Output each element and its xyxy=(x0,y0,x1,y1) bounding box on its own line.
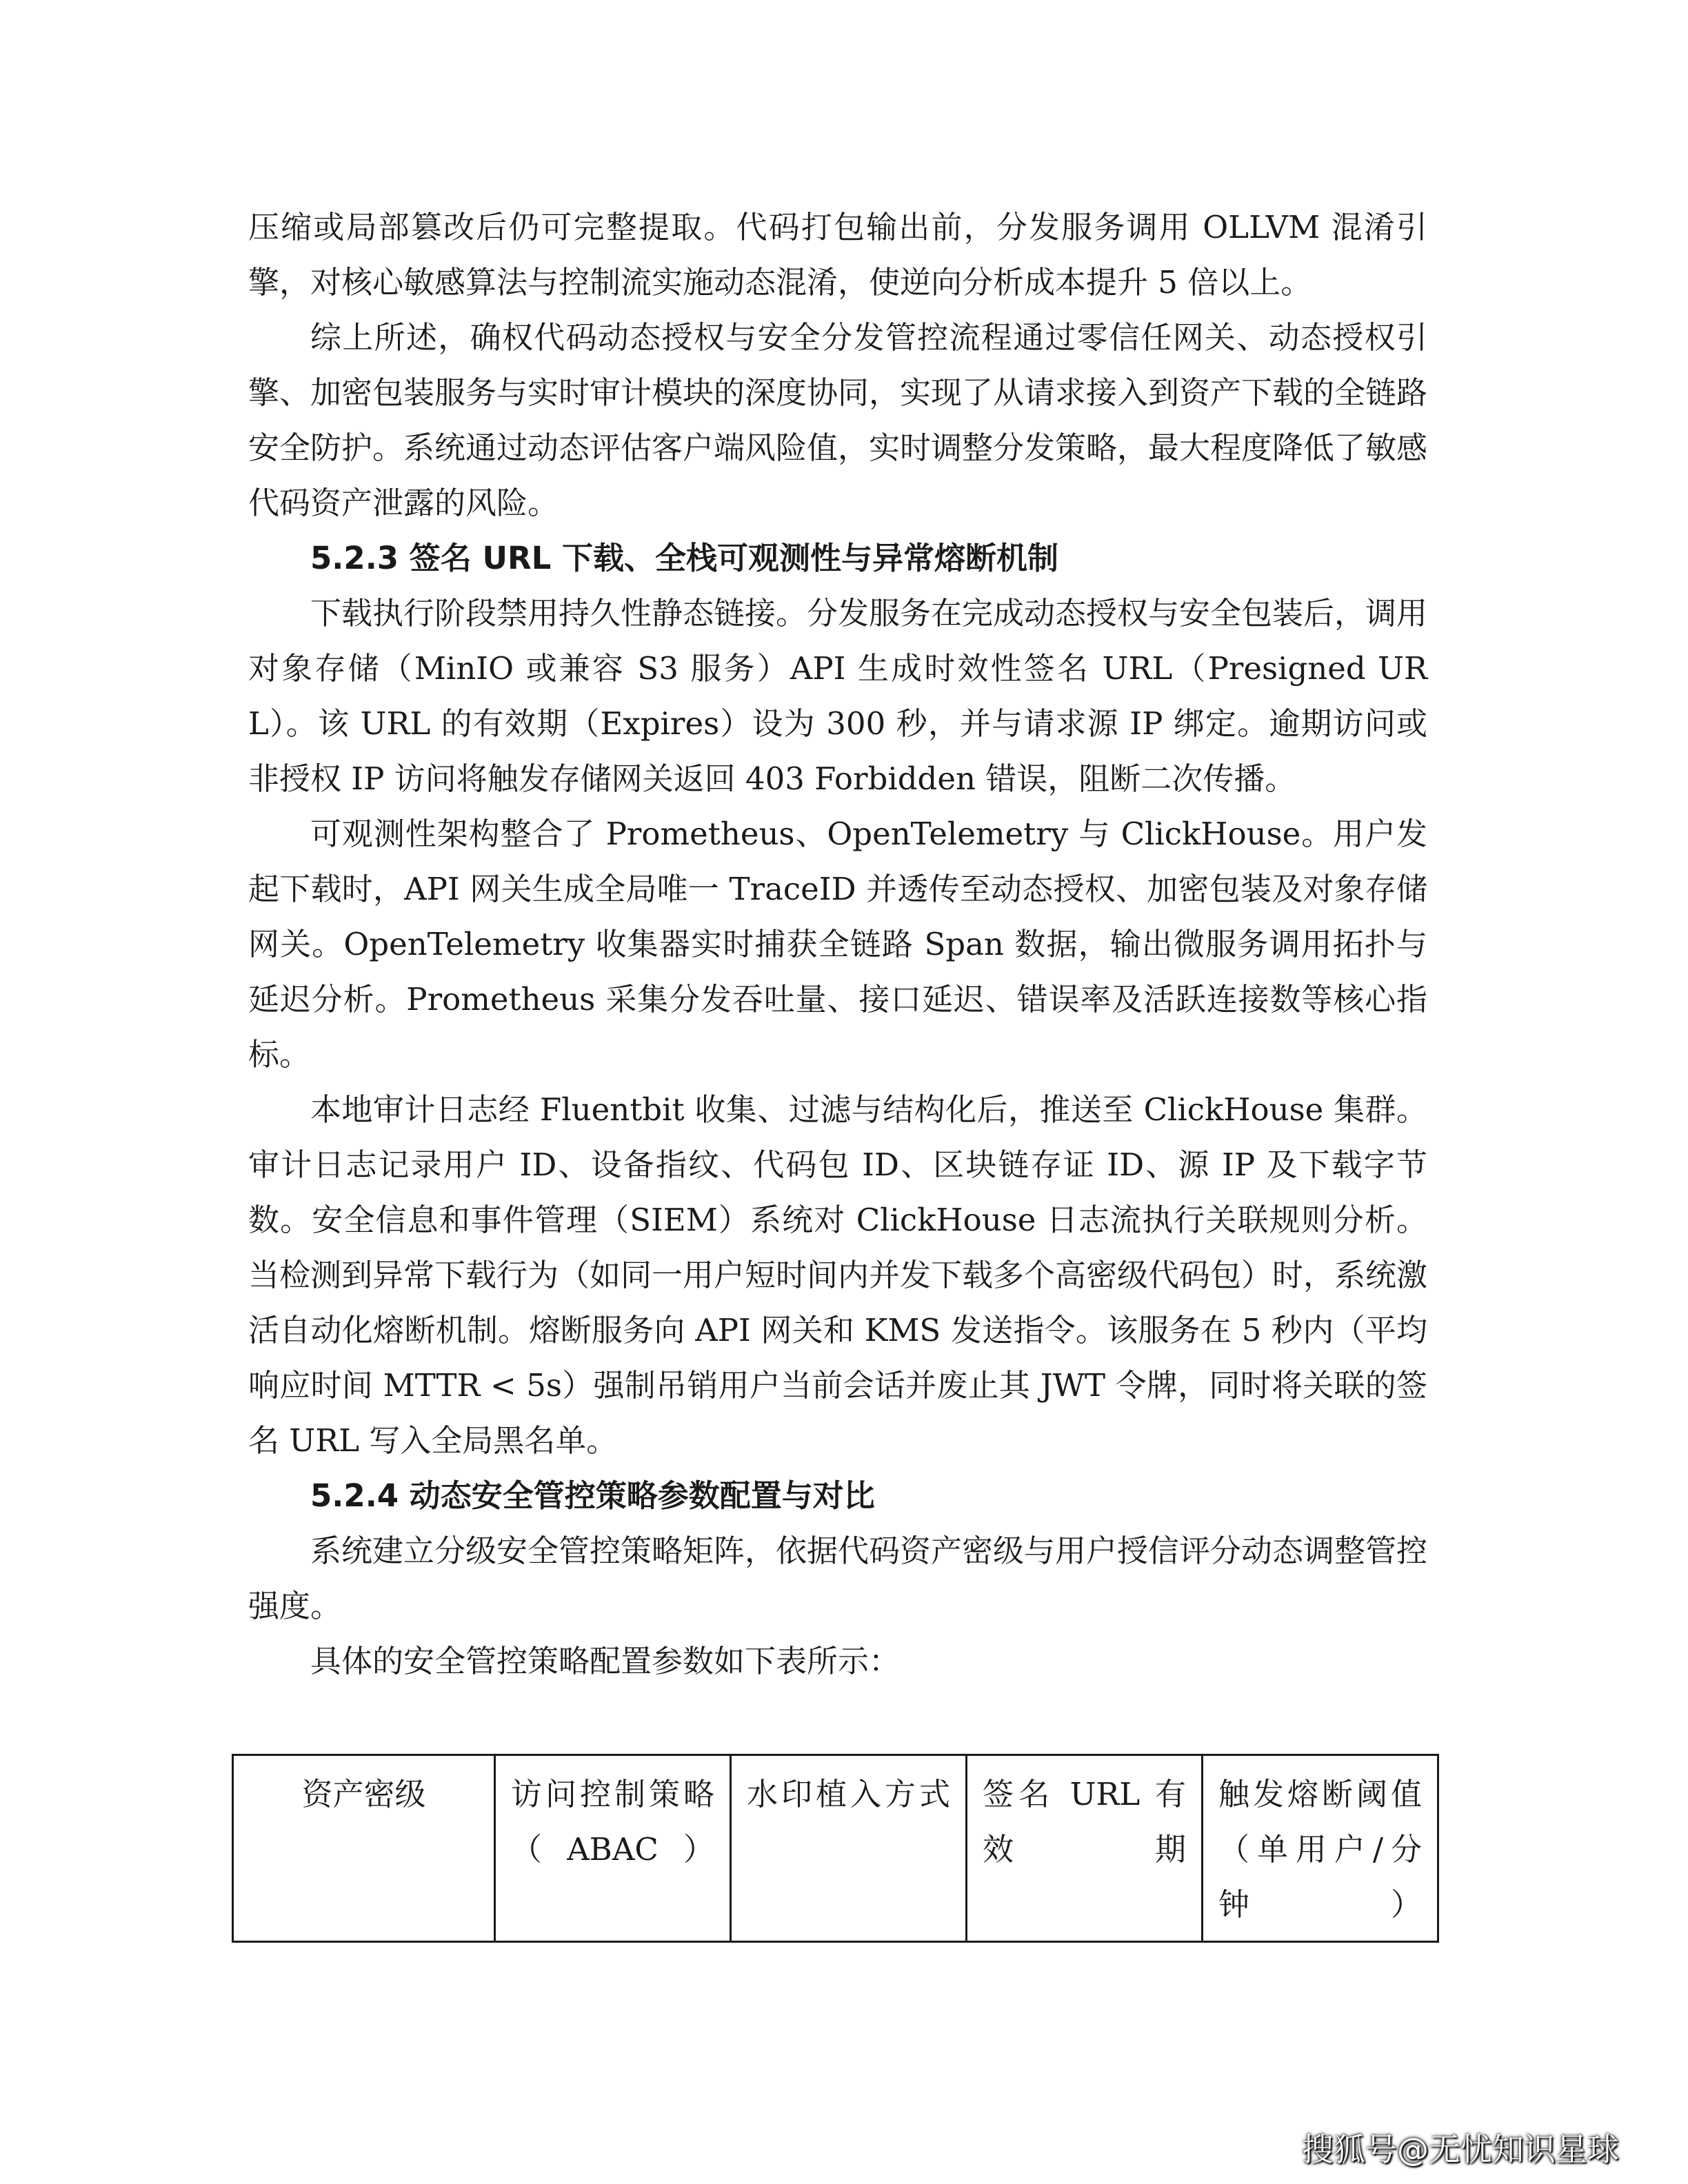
paragraph-continuation: 压缩或局部篡改后仍可完整提取。代码打包输出前，分发服务调用 OLLVM 混淆引擎，对核心敏感算法与控制流实施动态混淆，使逆向分析成本提升 5 倍以上。 xyxy=(248,209,1427,301)
table-header-row xyxy=(233,1755,1438,1942)
section-heading-5-2-4: 5.2.4 动态安全管控策略参数配置与对比 xyxy=(310,1477,875,1514)
policy-parameter-table xyxy=(232,1754,1439,1943)
paragraph-policy-matrix: 系统建立分级安全管控策略矩阵，依据代码资产密级与用户授信评分动态调整管控强度。 xyxy=(248,1533,1428,1624)
paragraph-observability: 可观测性架构整合了 Prometheus、OpenTelemetry 与 ClickHouse。用户发起下载时，API 网关生成全局唯一 TraceID 并透传至动态授权、加密包装及对象存储网关。OpenTelemetry 收集器实时捕获全链路 Span 数据，输出微服务调用拓扑与延迟分析。Prometheus 采集分发吞吐量、接口延迟、错误率及活跃连接数等核心指标。 xyxy=(248,816,1427,1073)
table-header-access-policy: 访问控制策略（ABAC） xyxy=(495,1755,731,1942)
paragraph-summary: 综上所述，确权代码动态授权与安全分发管控流程通过零信任网关、动态授权引擎、加密包装服务与实时审计模块的深度协同，实现了从请求接入到资产下载的全链路安全防护。系统通过动态评估客户端风险值，实时调整分发策略，最大程度降低了敏感代码资产泄露的风险。 xyxy=(248,319,1428,521)
paragraph-audit-circuit-breaker: 本地审计日志经 Fluentbit 收集、过滤与结构化后，推送至 ClickHouse 集群。审计日志记录用户 ID、设备指纹、代码包 ID、区块链存证 ID、源 IP 及下载字节数。安全信息和事件管理（SIEM）系统对 ClickHouse 日志流执行关联规则分析。当检测到异常下载行为（如同一用户短时间内并发下载多个高密级代码包）时，系统激活自动化熔断机制。熔断服务向 API 网关和 KMS 发送指令。该服务在 5 秒内（平均响应时间 MTTR < 5s）强制吊销用户当前会话并废止其 JWT 令牌，同时将关联的签名 URL 写入全局黑名单。 xyxy=(248,1091,1428,1459)
table-header-fuse-threshold: 触发熔断阈值（单用户/分钟） xyxy=(1203,1755,1438,1942)
table-header-url-expiry: 签名 URL 有效期 xyxy=(967,1755,1203,1942)
table-header-watermark-method: 水印植入方式 xyxy=(731,1755,967,1942)
paragraph-presigned-url: 下载执行阶段禁用持久性静态链接。分发服务在完成动态授权与安全包装后，调用对象存储（MinIO 或兼容 S3 服务）API 生成时效性签名 URL（Presigned URL）。该 URL 的有效期（Expires）设为 300 秒，并与请求源 IP 绑定。逾期访问或非授权 IP 访问将触发存储网关返回 403 Forbidden 错误，阻断二次传播。 xyxy=(248,595,1428,797)
document-body xyxy=(248,200,1427,1689)
section-heading-5-2-3: 5.2.3 签名 URL 下载、全栈可观测性与异常熔断机制 xyxy=(310,540,1058,576)
paragraph-table-intro: 具体的安全管控策略配置参数如下表所示： xyxy=(310,1643,901,1679)
table-header-asset-level: 资产密级 xyxy=(233,1755,495,1942)
source-watermark: 搜狐号@无忧知识星球 xyxy=(1302,2131,1619,2168)
